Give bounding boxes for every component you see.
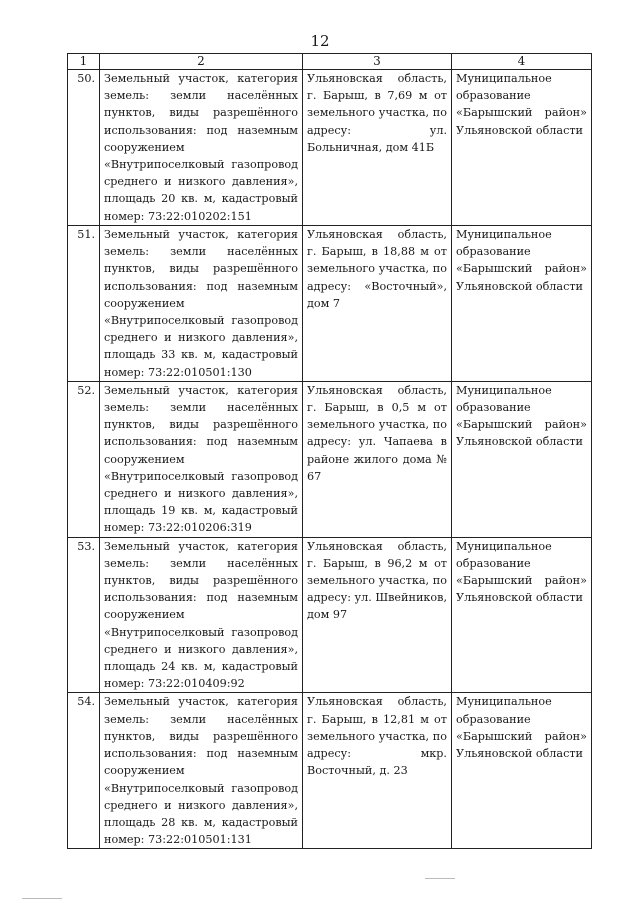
column-header-3: 3 <box>303 54 452 70</box>
plot-description: Земельный участок, категория земель: земли населённых пунктов, виды разрешённого использования: под наземным сооружением «Внутрипоселковый газопровод среднего и низкого давления», площадь 33 кв. м, кадастровый номер: 73:22:010501:130 <box>100 226 303 382</box>
plot-owner: Муниципальное образование «Барышский район» Ульяновской области <box>452 226 592 382</box>
column-header-4: 4 <box>452 54 592 70</box>
plot-owner: Муниципальное образование «Барышский район» Ульяновской области <box>452 693 592 849</box>
row-number: 52. <box>68 381 100 537</box>
column-header-2: 2 <box>100 54 303 70</box>
table-row <box>68 381 592 537</box>
page-number: 12 <box>310 32 330 50</box>
plot-address: Ульяновская область, г. Барыш, в 7,69 м от земельного участка, по адресу: ул. Больничная, дом 41Б <box>303 70 452 226</box>
plot-description: Земельный участок, категория земель: земли населённых пунктов, виды разрешённого использования: под наземным сооружением «Внутрипоселковый газопровод среднего и низкого давления», площадь 19 кв. м, кадастровый номер: 73:22:010206:319 <box>100 381 303 537</box>
plot-address: Ульяновская область, г. Барыш, в 18,88 м от земельного участка, по адресу: «Восточный», дом 7 <box>303 226 452 382</box>
plot-address: Ульяновская область, г. Барыш, в 12,81 м от земельного участка, по адресу: мкр. Восточный, д. 23 <box>303 693 452 849</box>
row-number: 50. <box>68 70 100 226</box>
row-number: 51. <box>68 226 100 382</box>
plot-address: Ульяновская область, г. Барыш, в 96,2 м от земельного участка, по адресу: ул. Швейников, дом 97 <box>303 537 452 693</box>
table-header-row <box>68 54 592 70</box>
plot-address: Ульяновская область, г. Барыш, в 0,5 м от земельного участка, по адресу: ул. Чапаева в районе жилого дома № 67 <box>303 381 452 537</box>
land-plots-table <box>67 53 592 849</box>
column-header-1: 1 <box>68 54 100 70</box>
plot-owner: Муниципальное образование «Барышский район» Ульяновской области <box>452 537 592 693</box>
plot-description: Земельный участок, категория земель: земли населённых пунктов, виды разрешённого использования: под наземным сооружением «Внутрипоселковый газопровод среднего и низкого давления», площадь 28 кв. м, кадастровый номер: 73:22:010501:131 <box>100 693 303 849</box>
plot-description: Земельный участок, категория земель: земли населённых пунктов, виды разрешённого использования: под наземным сооружением «Внутрипоселковый газопровод среднего и низкого давления», площадь 24 кв. м, кадастровый номер: 73:22:010409:92 <box>100 537 303 693</box>
plot-owner: Муниципальное образование «Барышский район» Ульяновской области <box>452 70 592 226</box>
plot-description: Земельный участок, категория земель: земли населённых пунктов, виды разрешённого использования: под наземным сооружением «Внутрипоселковый газопровод среднего и низкого давления», площадь 20 кв. м, кадастровый номер: 73:22:010202:151 <box>100 70 303 226</box>
table-row <box>68 226 592 382</box>
plot-owner: Муниципальное образование «Барышский район» Ульяновской области <box>452 381 592 537</box>
row-number: 54. <box>68 693 100 849</box>
table-row <box>68 693 592 849</box>
table-row <box>68 70 592 226</box>
scan-artifact <box>425 878 455 879</box>
table-row <box>68 537 592 693</box>
row-number: 53. <box>68 537 100 693</box>
scan-artifact <box>22 898 62 899</box>
